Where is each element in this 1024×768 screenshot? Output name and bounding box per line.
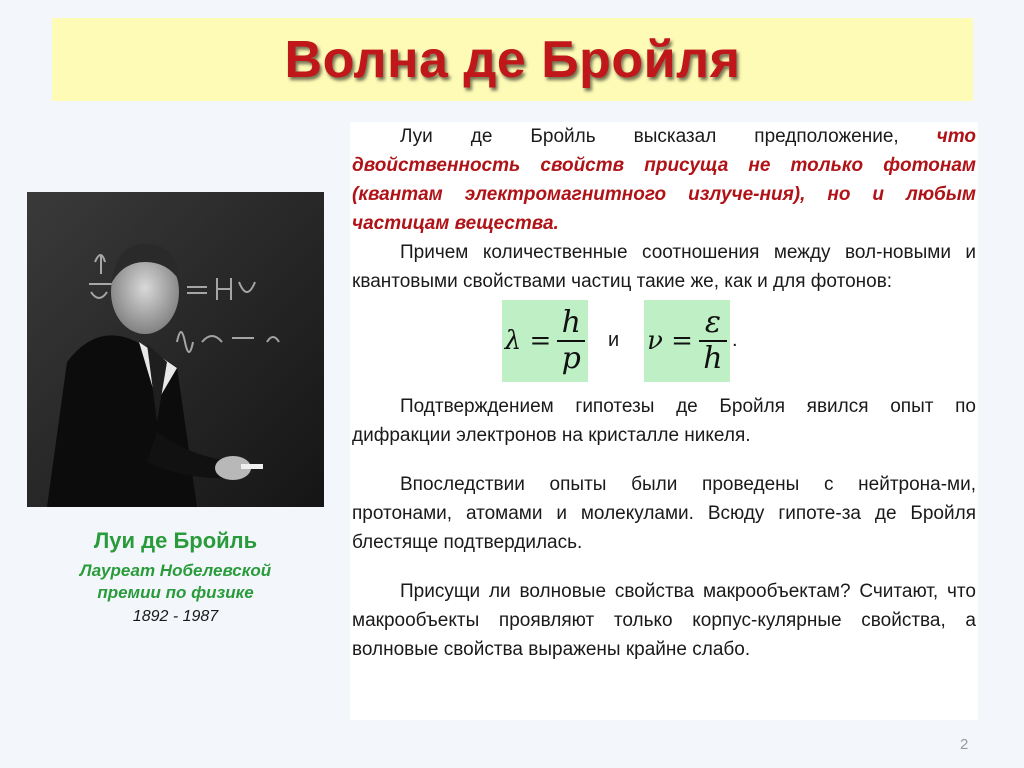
paragraph-5: Присущи ли волновые свойства макрообъектам? Считают, что макрообъекты проявляют только корпус-кулярные свойства, а волновые свойства выражены крайне слабо. (352, 581, 976, 660)
photo-caption (27, 528, 324, 626)
caption-name: Луи де Бройль (93, 528, 258, 553)
paragraph-1-highlight: что двойственность свойств присуща не только фотонам (квантам электромагнитного излуче-ния), но и любым частицам вещества. (352, 126, 976, 234)
formula-wavelength-lhs: λ = (504, 325, 552, 356)
paragraph-1 (350, 122, 978, 238)
formula-wavelength-numerator: h (561, 305, 581, 341)
page-number: 2 (960, 736, 969, 753)
caption-years: 1892 - 1987 (132, 608, 219, 625)
formula-period: . (732, 329, 738, 351)
formula-row (350, 300, 978, 392)
caption-role-line1: Лауреат Нобелевской (79, 561, 272, 580)
paragraph-gap (350, 450, 978, 470)
paragraph-gap (350, 557, 978, 577)
caption-role-line2: премии по физике (97, 583, 254, 602)
portrait-photo (27, 192, 324, 507)
formula-wavelength-denominator: p (561, 340, 581, 376)
formula-frequency-numerator: ε (704, 305, 721, 341)
formula-wavelength-fraction (557, 306, 585, 376)
formula-frequency-fraction (699, 306, 727, 376)
formula-frequency-denominator: h (703, 340, 723, 376)
formula-frequency-lhs: ν = (647, 325, 693, 356)
paragraph-4: Впоследствии опыты были проведены с нейтрона-ми, протонами, атомами и молекулами. Всюду гипоте-за де Бройля блестяще подтвердилась. (352, 474, 976, 553)
paragraph-2: Причем количественные соотношения между вол-новыми и квантовыми свойствами частиц такие же, как и для фотонов: (352, 242, 976, 292)
paragraph-1-text: Луи де Бройль высказал предположение, (400, 126, 937, 147)
formula-frequency (644, 300, 730, 382)
formula-wavelength (502, 300, 588, 382)
slide-title: Волна де Бройля (284, 30, 741, 89)
paragraph-3: Подтверждением гипотезы де Бройля явился опыт по дифракции электронов на кристалле никеля. (352, 396, 976, 446)
portrait-illustration (27, 192, 324, 507)
text-panel (350, 122, 978, 720)
title-bar (52, 18, 973, 101)
formula-conjunction: и (608, 329, 620, 351)
